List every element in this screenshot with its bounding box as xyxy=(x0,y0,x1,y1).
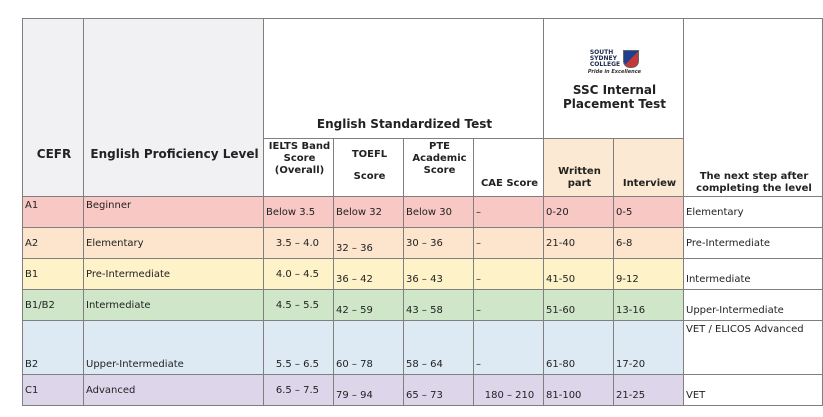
cae-cell: – xyxy=(474,290,544,321)
toefl-cell: Below 32 xyxy=(334,197,404,228)
toefl-header-line-2: Score xyxy=(353,171,386,182)
ssc-placement-header xyxy=(544,19,684,139)
ssc-title-line-1: SSC Internal xyxy=(572,83,657,97)
cae-cell: – xyxy=(474,197,544,228)
pte-cell: 43 – 58 xyxy=(404,290,474,321)
logo-text-1: SOUTH xyxy=(589,49,614,56)
interview-cell: 9-12 xyxy=(614,259,684,290)
ssc-title-line-2: Placement Test xyxy=(563,97,666,111)
toefl-cell: 36 – 42 xyxy=(334,259,404,290)
cefr-header: CEFR xyxy=(23,19,84,197)
next-step-header: The next step after completing the level xyxy=(684,19,823,197)
next-step-cell: Upper-Intermediate xyxy=(684,290,823,321)
table-row xyxy=(23,290,823,321)
written-cell: 41-50 xyxy=(544,259,614,290)
level-cell: Intermediate xyxy=(84,290,264,321)
interview-cell: 13-16 xyxy=(614,290,684,321)
written-cell: 81-100 xyxy=(544,375,614,406)
toefl-cell: 60 – 78 xyxy=(334,321,404,375)
pte-cell: 58 – 64 xyxy=(404,321,474,375)
next-step-cell: VET / ELICOS Advanced xyxy=(684,321,823,375)
table-row xyxy=(23,321,823,375)
cefr-cell: B2 xyxy=(23,321,84,375)
standardized-test-header: English Standardized Test xyxy=(264,19,544,139)
cefr-equivalence-table xyxy=(22,18,823,406)
interview-header: Interview xyxy=(614,139,684,197)
cae-cell: 180 – 210 xyxy=(474,375,544,406)
toefl-cell: 79 – 94 xyxy=(334,375,404,406)
pte-cell: 36 – 43 xyxy=(404,259,474,290)
cefr-cell: B1 xyxy=(23,259,84,290)
interview-cell: 17-20 xyxy=(614,321,684,375)
cefr-cell: B1/B2 xyxy=(23,290,84,321)
proficiency-header: English Proficiency Level xyxy=(84,19,264,197)
next-step-cell: VET xyxy=(684,375,823,406)
table-row xyxy=(23,259,823,290)
ielts-cell: 6.5 – 7.5 xyxy=(264,375,334,406)
written-part-header: Written part xyxy=(544,139,614,197)
ielts-cell: Below 3.5 xyxy=(264,197,334,228)
interview-cell: 21-25 xyxy=(614,375,684,406)
interview-cell: 0-5 xyxy=(614,197,684,228)
logo-text-2: SYDNEY xyxy=(589,55,617,62)
pte-cell: Below 30 xyxy=(404,197,474,228)
cae-cell: – xyxy=(474,321,544,375)
toefl-header xyxy=(334,139,404,197)
table-row xyxy=(23,197,823,228)
table-row xyxy=(23,228,823,259)
ielts-header: IELTS Band Score (Overall) xyxy=(264,139,334,197)
written-cell: 61-80 xyxy=(544,321,614,375)
written-cell: 51-60 xyxy=(544,290,614,321)
cefr-cell: A1 xyxy=(23,197,84,228)
logo-text-3: COLLEGE xyxy=(589,61,621,68)
ielts-cell: 4.5 – 5.5 xyxy=(264,290,334,321)
next-step-cell: Elementary xyxy=(684,197,823,228)
next-step-cell: Intermediate xyxy=(684,259,823,290)
ielts-cell: 4.0 – 4.5 xyxy=(264,259,334,290)
next-step-cell: Pre-Intermediate xyxy=(684,228,823,259)
written-cell: 0-20 xyxy=(544,197,614,228)
level-cell: Upper-Intermediate xyxy=(84,321,264,375)
shield-icon xyxy=(623,50,639,68)
ielts-cell: 5.5 – 6.5 xyxy=(264,321,334,375)
pte-cell: 30 – 36 xyxy=(404,228,474,259)
interview-cell: 6-8 xyxy=(614,228,684,259)
table-row xyxy=(23,375,823,406)
pte-cell: 65 – 73 xyxy=(404,375,474,406)
college-logo xyxy=(580,50,650,75)
level-cell: Advanced xyxy=(84,375,264,406)
cae-cell: – xyxy=(474,228,544,259)
level-cell: Pre-Intermediate xyxy=(84,259,264,290)
logo-tagline: Pride in Excellence xyxy=(587,69,642,75)
level-cell: Beginner xyxy=(84,197,264,228)
cae-header: CAE Score xyxy=(474,139,544,197)
cae-cell: – xyxy=(474,259,544,290)
toefl-cell: 42 – 59 xyxy=(334,290,404,321)
toefl-cell: 32 – 36 xyxy=(334,228,404,259)
written-cell: 21-40 xyxy=(544,228,614,259)
pte-header: PTE Academic Score xyxy=(404,139,474,197)
level-cell: Elementary xyxy=(84,228,264,259)
ielts-cell: 3.5 – 4.0 xyxy=(264,228,334,259)
cefr-cell: C1 xyxy=(23,375,84,406)
cefr-cell: A2 xyxy=(23,228,84,259)
toefl-header-line-1: TOEFL xyxy=(351,149,388,160)
